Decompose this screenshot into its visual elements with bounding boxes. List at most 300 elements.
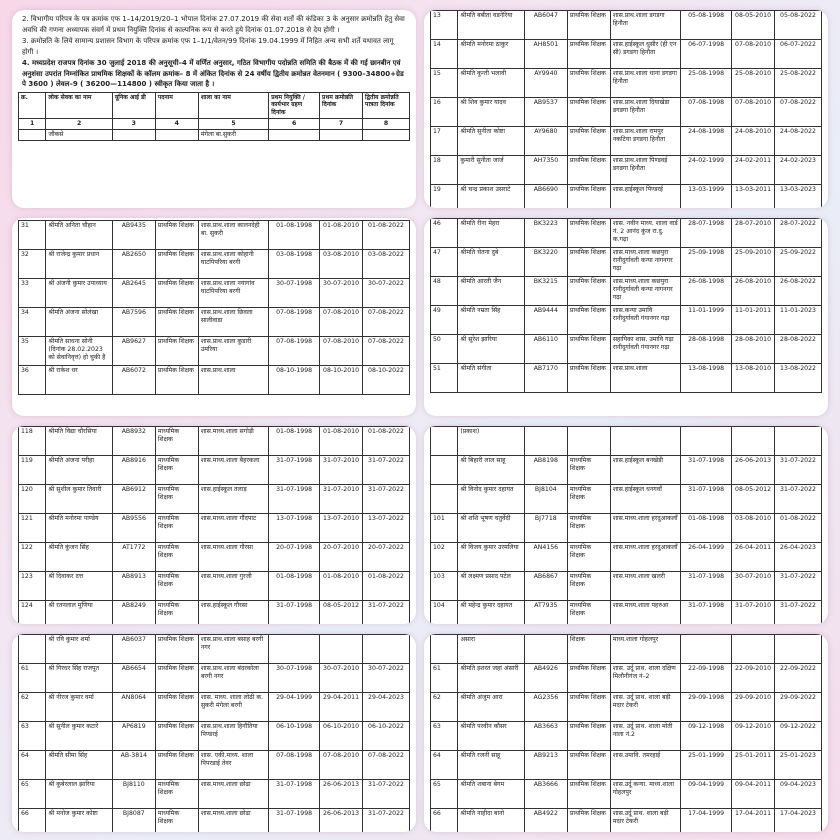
- table-row: [431, 364, 822, 393]
- school-name: शास.प्राथ.शाला दियाखेडा डगडगा हिनौता: [610, 98, 680, 127]
- second-promotion-date: 25-09-2022: [775, 248, 822, 277]
- first-promotion-date: 13-08-2010: [732, 364, 775, 393]
- table-row: [19, 601, 410, 625]
- col-number: 3: [112, 118, 155, 129]
- second-promotion-date: [775, 635, 822, 664]
- employee-name: श्रीमति अंजना परीहा: [46, 456, 112, 485]
- serial-number: 14: [431, 40, 458, 69]
- table-row: [19, 427, 410, 456]
- unique-id: AB4922: [524, 809, 567, 833]
- designation: प्राथमिक शिक्षक: [567, 780, 610, 809]
- first-promotion-date: 08-10-2010: [320, 366, 363, 395]
- unique-id: AB2650: [112, 250, 155, 279]
- unique-id: AB9435: [112, 221, 155, 250]
- first-appointment-date: 13-08-1998: [681, 364, 732, 393]
- first-promotion-date: 26-08-2010: [732, 277, 775, 306]
- unique-id: AY9680: [524, 127, 567, 156]
- unique-id: AG2356: [524, 693, 567, 722]
- designation: माध्यमिक शिक्षक: [155, 572, 198, 601]
- table-cell: [363, 129, 410, 140]
- designation: प्राथमिक शिक्षक: [155, 722, 198, 751]
- first-promotion-date: 29-09-2010: [732, 693, 775, 722]
- first-promotion-date: 13-07-2010: [320, 514, 363, 543]
- school-name: शास.माध्य.शाला गौंदपाट: [198, 514, 268, 543]
- serial-number: [431, 456, 458, 485]
- second-promotion-date: 22-09-2022: [775, 664, 822, 693]
- employee-name: श्री गिरधर सिंह राजपूत: [46, 664, 112, 693]
- first-promotion-date: 03-08-2010: [320, 250, 363, 279]
- designation: माध्यमिक शिक्षक: [567, 601, 610, 625]
- designation: माध्यमिक शिक्षक: [567, 514, 610, 543]
- serial-number: 123: [19, 572, 46, 601]
- teacher-table: [18, 634, 410, 832]
- serial-number: 34: [19, 308, 46, 337]
- table-row: [431, 543, 822, 572]
- designation: प्राथमिक शिक्षक: [567, 11, 610, 40]
- first-promotion-date: 06-10-2010: [320, 722, 363, 751]
- school-name: शास.हाईस्कूल धुसीर (ही एन सी) डगडगा हिनौता: [610, 40, 680, 69]
- serial-number: 35: [19, 337, 46, 366]
- unique-id: AN8064: [112, 693, 155, 722]
- first-promotion-date: 26-04-2011: [732, 543, 775, 572]
- first-promotion-date: 22-09-2010: [732, 664, 775, 693]
- serial-number: [431, 635, 458, 664]
- col-number: 4: [155, 118, 198, 129]
- first-appointment-date: 17-04-1999: [681, 809, 732, 833]
- paragraph-3: 3. क्रमोन्नति के लिये सामान्य प्रशासन विभाग के परिपत्र क्रमांक एफ 1–1/1/वेतन/99 दिनांक 19.04.1999 में निहित अन्य सभी शर्ते यथावत लागू होगी ।: [22, 37, 394, 56]
- school-name: शास.हाईस्कूल तलाड़: [198, 485, 268, 514]
- first-promotion-date: 11-01-2011: [732, 306, 775, 335]
- designation: प्राथमिक शिक्षक: [567, 248, 610, 277]
- second-promotion-date: 07-08-2022: [363, 337, 410, 366]
- serial-number: 51: [431, 364, 458, 393]
- serial-number: 48: [431, 277, 458, 306]
- employee-name: श्रीमति शबाना बेगम: [458, 780, 524, 809]
- employee-name: श्रीमति नम्रता सिंह: [458, 306, 524, 335]
- serial-number: 13: [431, 11, 458, 40]
- serial-number: 65: [19, 780, 46, 809]
- table-row: [431, 514, 822, 543]
- table-cell: [269, 129, 320, 140]
- first-appointment-date: 31-07-1998: [269, 601, 320, 625]
- table-row: [431, 751, 822, 780]
- table-row: [19, 250, 410, 279]
- table-row: [19, 514, 410, 543]
- table-row: [431, 40, 822, 69]
- second-promotion-date: 31-07-2022: [363, 780, 410, 809]
- first-appointment-date: 24-02-1999: [681, 156, 732, 185]
- table-row: [431, 306, 822, 335]
- second-promotion-date: 06-10-2022: [363, 722, 410, 751]
- col-number: 1: [19, 118, 46, 129]
- school-name: शास.उमावि. तमरहाई: [610, 751, 680, 780]
- serial-number: 19: [431, 185, 458, 209]
- serial-number: 121: [19, 514, 46, 543]
- serial-number: 65: [431, 780, 458, 809]
- first-appointment-date: 22-09-1998: [681, 664, 732, 693]
- first-appointment-date: 26-04-1999: [681, 543, 732, 572]
- designation: प्राथमिक शिक्षक: [155, 664, 198, 693]
- header-row: [19, 92, 410, 118]
- school-name: शास.प्राथ.शाला: [610, 364, 680, 393]
- second-promotion-date: 31-07-2022: [363, 456, 410, 485]
- first-appointment-date: 03-08-1998: [269, 250, 320, 279]
- school-name: शास.माध्य.शाला कछपुरा रानीदुर्गावती कन्या नागनगर गढ़ा: [610, 277, 680, 306]
- col-number: 2: [46, 118, 112, 129]
- serial-number: 61: [431, 664, 458, 693]
- designation: माध्यमिक शिक्षक: [155, 456, 198, 485]
- school-name: शास.प्राथ.शाला कालनदेही बा. सुकरी: [198, 221, 268, 250]
- designation: प्राथमिक शिक्षक: [567, 98, 610, 127]
- col-header: लोक सेवक का नाम: [46, 92, 112, 118]
- unique-id: AB3663: [524, 722, 567, 751]
- school-name: शास.माध्य.शाला बैहरकला: [198, 456, 268, 485]
- second-promotion-date: 25-01-2023: [775, 751, 822, 780]
- unique-id: BJ7718: [524, 514, 567, 543]
- col-number: 8: [363, 118, 410, 129]
- employee-name: श्रीमति कुंजन सिंह: [46, 543, 112, 572]
- first-promotion-date: 31-07-2010: [320, 456, 363, 485]
- teacher-table: [430, 426, 822, 624]
- school-name: शास.हाईस्कूल धनगवाँ: [610, 485, 680, 514]
- serial-number: 50: [431, 335, 458, 364]
- employee-name: श्री राजेन्द्र कुमार प्रधान: [46, 250, 112, 279]
- table-row: [19, 722, 410, 751]
- serial-number: 63: [431, 722, 458, 751]
- employee-name: श्रीमति अंजुम आरा: [458, 693, 524, 722]
- first-appointment-date: 20-07-1998: [269, 543, 320, 572]
- table-row: [431, 780, 822, 809]
- first-appointment-date: 13-07-1998: [269, 514, 320, 543]
- unique-id: AB8916: [112, 456, 155, 485]
- school-name: शास.माध्य.शाला गुरजी: [198, 572, 268, 601]
- first-promotion-date: [732, 427, 775, 456]
- serial-number: 64: [19, 751, 46, 780]
- employee-name: श्री सुनील कुमार कटारे: [46, 722, 112, 751]
- first-appointment-date: 01-08-1998: [269, 221, 320, 250]
- designation: प्राथमिक शिक्षक: [155, 751, 198, 780]
- employee-name: श्री रवि कुमार शर्मा: [46, 635, 112, 664]
- table-row: [431, 11, 822, 40]
- school-name: शास.माध्य.शाला हरदुआकलाँ: [610, 543, 680, 572]
- second-promotion-date: 09-04-2023: [775, 780, 822, 809]
- designation: प्राथमिक शिक्षक: [567, 69, 610, 98]
- col-header: द्वितीय क्रमोन्नति पात्रता दिनांक: [363, 92, 410, 118]
- school-name: शास.प्राथ.शाला बंदरकोला बरगी नगर: [198, 664, 268, 693]
- col-number: 6: [269, 118, 320, 129]
- first-promotion-date: 30-07-2010: [732, 572, 775, 601]
- school-name: शास.उर्दू कन्या. माध्य.शाला गोहलपुर: [610, 780, 680, 809]
- designation: प्राथमिक शिक्षक: [567, 335, 610, 364]
- designation: माध्यमिक शिक्षक: [567, 456, 610, 485]
- table-row: [431, 335, 822, 364]
- school-name: शास.हाईस्कूल पिण्डरई: [610, 185, 680, 209]
- table-row: [19, 456, 410, 485]
- designation: प्राथमिक शिक्षक: [155, 337, 198, 366]
- employee-name: श्री विजय कुमार उरमलिया: [458, 543, 524, 572]
- second-promotion-date: 03-08-2022: [363, 250, 410, 279]
- unique-id: AH8501: [524, 40, 567, 69]
- school-name: शास. नवीन माध्य. शाला वार्ड नं. 2 आनंद कुंज रा.दु. क.गढ़ा: [610, 219, 680, 248]
- serial-number: [19, 635, 46, 664]
- second-promotion-date: 31-07-2022: [775, 456, 822, 485]
- table-row: [431, 456, 822, 485]
- employee-name: श्रीमति बबीता वडनेरिया: [458, 11, 524, 40]
- serial-number: 49: [431, 306, 458, 335]
- serial-number: 66: [19, 809, 46, 833]
- employee-name: (प्रकाश): [458, 427, 524, 456]
- employee-name: श्री राकेश धर: [46, 366, 112, 395]
- first-appointment-date: 30-07-1998: [269, 664, 320, 693]
- table-cell: मंगेला बा.सुकरी: [198, 129, 268, 140]
- unique-id: AB6047: [524, 11, 567, 40]
- first-appointment-date: 05-08-1998: [681, 11, 732, 40]
- serial-number: 102: [431, 543, 458, 572]
- unique-id: AB8932: [112, 427, 155, 456]
- unique-id: AB9627: [112, 337, 155, 366]
- employee-name: श्रीमति सीमा सिंह: [46, 751, 112, 780]
- first-promotion-date: 30-07-2010: [320, 664, 363, 693]
- document-page-7: [12, 634, 416, 832]
- second-promotion-date: [775, 427, 822, 456]
- serial-number: 33: [19, 279, 46, 308]
- second-promotion-date: 06-07-2022: [775, 40, 822, 69]
- teacher-table: [430, 10, 822, 208]
- teacher-table: [430, 218, 822, 393]
- school-name: शास.माध्य.शाला गौरसा: [198, 543, 268, 572]
- serial-number: 62: [431, 693, 458, 722]
- serial-number: 46: [431, 219, 458, 248]
- first-promotion-date: [320, 635, 363, 664]
- employee-name: श्री शशि भूषण चतुर्वेदी: [458, 514, 524, 543]
- table-row: [19, 221, 410, 250]
- second-promotion-date: 28-08-2022: [775, 335, 822, 364]
- document-page-8: [424, 634, 828, 832]
- employee-name: श्रीमति मनोरमा ठाकुर: [458, 40, 524, 69]
- designation: प्राथमिक शिक्षक: [567, 664, 610, 693]
- unique-id: AB9556: [112, 514, 155, 543]
- employee-name: श्रीमति अनिता चौहान: [46, 221, 112, 250]
- unique-id: AB6072: [112, 366, 155, 395]
- unique-id: BK3223: [524, 219, 567, 248]
- designation: माध्यमिक शिक्षक: [155, 427, 198, 456]
- first-promotion-date: 01-08-2010: [320, 427, 363, 456]
- table-row: [19, 279, 410, 308]
- designation: माध्यमिक शिक्षक: [155, 514, 198, 543]
- table-row: [19, 809, 410, 833]
- table-row: [19, 366, 410, 395]
- designation: प्राथमिक शिक्षक: [567, 156, 610, 185]
- school-name: शास. उर्दू प्राथ. शाला मोती नाला नं.2: [610, 722, 680, 751]
- first-promotion-date: 28-08-2010: [732, 335, 775, 364]
- employee-name: श्री विनोद कुमार दहायत: [458, 485, 524, 514]
- school-name: माध्य.शाला गोहलपुर: [610, 635, 680, 664]
- table-row: [19, 693, 410, 722]
- first-promotion-date: 20-07-2010: [320, 543, 363, 572]
- serial-number: 122: [19, 543, 46, 572]
- school-name: शास.हाईस्कूल गौरसा: [198, 601, 268, 625]
- first-promotion-date: 08-05-2012: [732, 485, 775, 514]
- unique-id: AB-3814: [112, 751, 155, 780]
- first-appointment-date: 31-07-1998: [269, 485, 320, 514]
- table-row: [19, 129, 410, 140]
- first-appointment-date: 07-08-1998: [681, 98, 732, 127]
- unique-id: AB9537: [524, 98, 567, 127]
- column-number-row: [19, 118, 410, 129]
- serial-number: 64: [431, 751, 458, 780]
- unique-id: BJ8104: [524, 485, 567, 514]
- table-row: [431, 664, 822, 693]
- first-appointment-date: 06-10-1998: [269, 722, 320, 751]
- teacher-table: [430, 634, 822, 832]
- table-row: [19, 485, 410, 514]
- teacher-table: [18, 220, 410, 395]
- second-promotion-date: 31-07-2022: [775, 601, 822, 625]
- school-name: शास.माध्य.शाला कछपुरा रानीदुर्गावती कन्या नागनगर गढ़ा: [610, 248, 680, 277]
- first-promotion-date: 08-05-2010: [732, 11, 775, 40]
- employee-name: श्री दिवाकर दत्त: [46, 572, 112, 601]
- first-promotion-date: 07-08-2010: [320, 337, 363, 366]
- employee-name: श्री रतनलाल मुणिया: [46, 601, 112, 625]
- serial-number: 18: [431, 156, 458, 185]
- second-promotion-date: 13-07-2022: [363, 514, 410, 543]
- first-promotion-date: 28-07-2010: [732, 219, 775, 248]
- first-promotion-date: 09-04-2011: [732, 780, 775, 809]
- unique-id: AB8249: [112, 601, 155, 625]
- second-promotion-date: 31-07-2022: [363, 485, 410, 514]
- designation: प्राथमिक शिक्षक: [567, 40, 610, 69]
- table-cell: [19, 129, 46, 140]
- school-name: शास. एकी.माध्य. शाला पिपरडाई तेवर: [198, 751, 268, 780]
- first-appointment-date: 31-07-1998: [269, 809, 320, 833]
- paragraph-4: 4. मध्यप्रदेश राजपत्र दिनांक 30 जुलाई 2018 की अनुसूची–4 में वर्णित अनुसार, गठित विभागीय पदोन्नति समिति की बैठक में की गई छानबीन एवं अनुशंसा उपरांत निम्नांकित प्राथमिक शिक्षकों के कॉलम क्रमांक– 8 में अंकित दिनांक से 24 वर्षीय द्वितीय क्रमोन्नत वेतनमान ( 9300–34800+ग्रेड पे 3600 ) लेवल–9 ( 36200—114800 ) स्वीकृत किया जाता है ।: [22, 59, 404, 88]
- serial-number: 120: [19, 485, 46, 514]
- serial-number: [431, 427, 458, 456]
- table-row: [431, 219, 822, 248]
- serial-number: 124: [19, 601, 46, 625]
- unique-id: AB6867: [524, 572, 567, 601]
- document-page-3: [12, 218, 416, 416]
- table-row: [19, 572, 410, 601]
- first-promotion-date: 07-08-2010: [320, 751, 363, 780]
- unique-id: AH7350: [524, 156, 567, 185]
- designation: माध्यमिक शिक्षक: [155, 809, 198, 833]
- serial-number: 101: [431, 514, 458, 543]
- serial-number: 62: [19, 693, 46, 722]
- first-appointment-date: 25-01-1999: [681, 751, 732, 780]
- second-promotion-date: 09-12-2022: [775, 722, 822, 751]
- table-row: [431, 277, 822, 306]
- table-row: [431, 572, 822, 601]
- first-promotion-date: 09-12-2010: [732, 722, 775, 751]
- school-name: शास. उर्दू प्राथ. शाला बड़ी मदार टेकरी: [610, 693, 680, 722]
- first-promotion-date: 07-08-2010: [732, 40, 775, 69]
- table-row: [431, 98, 822, 127]
- first-promotion-date: 31-07-2010: [732, 601, 775, 625]
- first-appointment-date: 28-08-1998: [681, 335, 732, 364]
- designation: माध्यमिक शिक्षक: [155, 601, 198, 625]
- designation: प्राथमिक शिक्षक: [155, 221, 198, 250]
- second-promotion-date: 07-08-2022: [363, 751, 410, 780]
- first-promotion-date: 26-06-2013: [320, 780, 363, 809]
- unique-id: AB9213: [524, 751, 567, 780]
- col-header: प्रथम नियुक्ति / कार्यभार ग्रहण दिनांक: [269, 92, 320, 118]
- table-row: [19, 664, 410, 693]
- second-promotion-date: 05-08-2022: [775, 11, 822, 40]
- second-promotion-date: 17-04-2023: [775, 809, 822, 833]
- first-promotion-date: [732, 635, 775, 664]
- table-row: [431, 485, 822, 514]
- first-appointment-date: 31-07-1998: [269, 780, 320, 809]
- school-name: शास.प्राथ.शाला नयागांव घाटपिपरिया बरगी: [198, 279, 268, 308]
- second-promotion-date: 30-07-2022: [363, 279, 410, 308]
- first-appointment-date: 09-12-1998: [681, 722, 732, 751]
- paragraph-2: 2. विभागीय परिपत्र के पत्र क्रमांक एफ 1–14/2019/20–1 भोपाल दिनांक 27.07.2019 की सेवा शर्तो की कंडिका 3 के अनुसार क्रमोन्नति हेतु सेवा अवधि की गणना अध्यापक संवर्ग में प्रथम नियुक्ति दिनांक से काल्पनिक रूप से करते हुये दिनांक 01.07.2018 से देय होगी ।: [22, 15, 405, 34]
- school-name: शास.माध्य.शाला पहरुआ: [610, 601, 680, 625]
- unique-id: AB7596: [112, 308, 155, 337]
- designation: माध्यमिक शिक्षक: [155, 543, 198, 572]
- table-row: [19, 780, 410, 809]
- employee-name: श्री कुबेरलाल झारिया: [46, 780, 112, 809]
- second-promotion-date: [363, 635, 410, 664]
- school-name: [610, 427, 680, 456]
- first-appointment-date: 06-07-1998: [681, 40, 732, 69]
- second-promotion-date: 07-08-2022: [775, 98, 822, 127]
- first-promotion-date: 25-08-2010: [732, 69, 775, 98]
- teacher-table: [18, 426, 410, 624]
- serial-number: 15: [431, 69, 458, 98]
- first-appointment-date: 25-09-1998: [681, 248, 732, 277]
- document-page-2: [424, 10, 828, 208]
- first-promotion-date: 08-05-2012: [320, 601, 363, 625]
- first-appointment-date: 26-08-1998: [681, 277, 732, 306]
- employee-name: श्रीमति रजनी साहू: [458, 751, 524, 780]
- unique-id: AB9444: [524, 306, 567, 335]
- unique-id: AB6654: [112, 664, 155, 693]
- table-row: [19, 337, 410, 366]
- first-appointment-date: 28-07-1998: [681, 219, 732, 248]
- first-promotion-date: 07-08-2010: [320, 308, 363, 337]
- second-promotion-date: 26-08-2022: [775, 277, 822, 306]
- second-promotion-date: 08-10-2022: [363, 366, 410, 395]
- designation: प्राथमिक शिक्षक: [567, 722, 610, 751]
- header-table: [18, 92, 410, 141]
- designation: प्राथमिक शिक्षक: [567, 306, 610, 335]
- first-appointment-date: [269, 635, 320, 664]
- designation: माध्यमिक शिक्षक: [567, 485, 610, 514]
- designation: प्राथमिक शिक्षक: [155, 366, 198, 395]
- employee-name: श्रीमति आरती जैन: [458, 277, 524, 306]
- first-promotion-date: 31-07-2010: [320, 485, 363, 514]
- col-number: 5: [198, 118, 268, 129]
- table-row: [431, 69, 822, 98]
- school-name: शास.प्राथ.शाला पिण्डवई डगडगा हिनौता: [610, 156, 680, 185]
- table-row: [431, 427, 822, 456]
- designation: माध्यमिक शिक्षक: [567, 572, 610, 601]
- designation: प्राथमिक शिक्षक: [155, 635, 198, 664]
- first-appointment-date: 24-08-1998: [681, 127, 732, 156]
- serial-number: 32: [19, 250, 46, 279]
- designation: प्राथमिक शिक्षक: [567, 364, 610, 393]
- employee-name: श्री सुशील कुमार तिवारी: [46, 485, 112, 514]
- table-row: [19, 543, 410, 572]
- school-name: शास.उर्दू प्राथ. शाला बड़ी मदार टेकरी: [610, 809, 680, 833]
- unique-id: BK3220: [524, 248, 567, 277]
- first-appointment-date: 31-07-1998: [681, 572, 732, 601]
- employee-name: श्रीमति सुनीता कोष्टा: [458, 127, 524, 156]
- first-promotion-date: 25-09-2010: [732, 248, 775, 277]
- employee-name: कुमारी सुनीता जार्ज: [458, 156, 524, 185]
